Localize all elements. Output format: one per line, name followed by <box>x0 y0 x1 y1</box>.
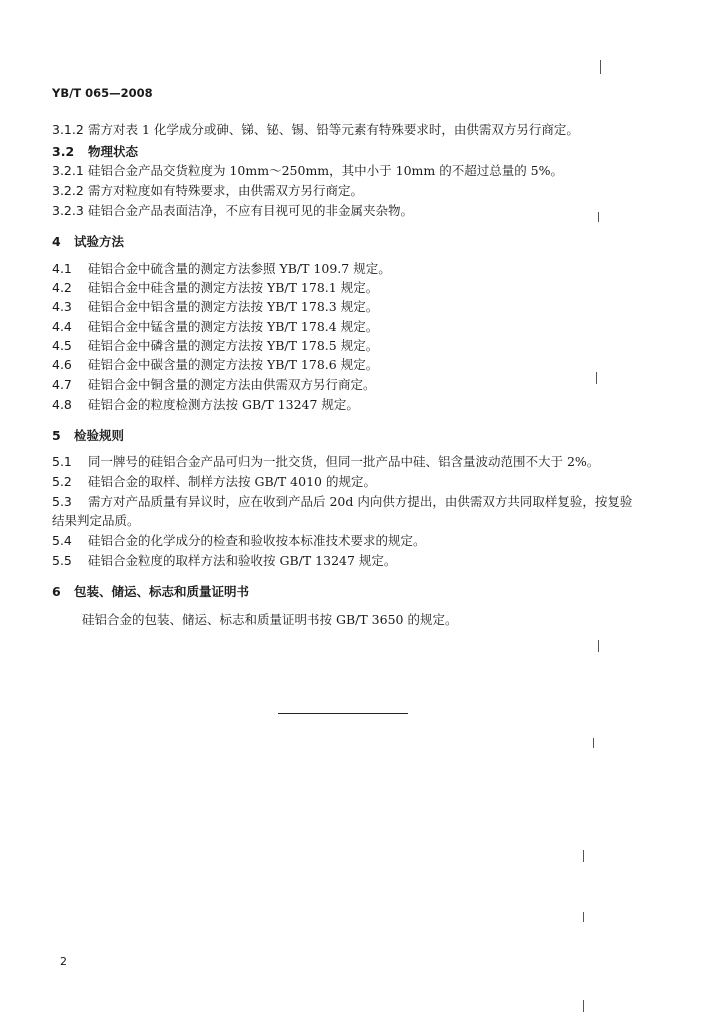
clause-text: 需方对粒度如有特殊要求，由供需双方另行商定。 <box>88 183 364 198</box>
clause-4-4 <box>52 317 378 335</box>
clause-5-4 <box>52 531 426 549</box>
clause-text: 硅铝合金的化学成分的检查和验收按本标准技术要求的规定。 <box>88 533 426 548</box>
section-6-heading <box>52 582 249 600</box>
scan-mark <box>598 640 599 652</box>
section-4-heading <box>52 232 124 250</box>
clause-number: 3.2.3 <box>52 203 84 218</box>
clause-4-1 <box>52 259 391 277</box>
clause-text: 需方对产品质量有异议时，应在收到产品后 20d 内向供方提出，由供需双方共同取样复验，按复验 <box>88 494 633 509</box>
clause-4-3 <box>52 297 378 315</box>
end-rule-divider <box>278 713 408 714</box>
clause-5-1 <box>52 452 599 470</box>
clause-text: 硅铝合金的取样、制样方法按 GB/T 4010 的规定。 <box>88 474 376 489</box>
clause-number: 5.1 <box>52 454 72 469</box>
clause-number: 5.3 <box>52 494 72 509</box>
clause-text: 硅铝合金中碳含量的测定方法按 YB/T 178.6 规定。 <box>88 357 379 372</box>
clause-text: 硅铝合金中硅含量的测定方法按 YB/T 178.1 规定。 <box>88 280 379 295</box>
clause-text: 硅铝合金粒度的取样方法和验收按 GB/T 13247 规定。 <box>88 553 397 568</box>
clause-text: 硅铝合金中铜含量的测定方法由供需双方另行商定。 <box>88 377 376 392</box>
section-5-heading <box>52 426 124 444</box>
clause-text: 硅铝合金产品交货粒度为 10mm～250mm，其中小于 10mm 的不超过总量的 5%。 <box>88 163 564 178</box>
clause-number: 5.4 <box>52 533 72 548</box>
scan-mark <box>596 372 597 384</box>
scan-mark <box>593 738 594 748</box>
clause-5-3 <box>52 492 632 510</box>
clause-number: 3.2 <box>52 144 75 159</box>
clause-text: 硅铝合金中磷含量的测定方法按 YB/T 178.5 规定。 <box>88 338 379 353</box>
scan-mark <box>583 912 584 922</box>
clause-number: 4.5 <box>52 338 72 353</box>
clause-text: 同一牌号的硅铝合金产品可归为一批交货，但同一批产品中硅、铝含量波动范围不大于 2%。 <box>88 454 600 469</box>
section-title: 包装、储运、标志和质量证明书 <box>74 584 250 599</box>
clause-text: 硅铝合金中铝含量的测定方法按 YB/T 178.3 规定。 <box>88 299 379 314</box>
section-title: 检验规则 <box>74 428 125 443</box>
clause-text: 需方对表 1 化学成分或砷、锑、铋、锡、铅等元素有特殊要求时，由供需双方另行商定。 <box>88 122 579 137</box>
clause-text: 硅铝合金的粒度检测方法按 GB/T 13247 规定。 <box>88 397 359 412</box>
clause-5-3-continuation: 结果判定品质。 <box>52 513 140 528</box>
scan-mark <box>600 60 601 74</box>
clause-text: 硅铝合金产品表面洁净，不应有目视可见的非金属夹杂物。 <box>88 203 414 218</box>
clause-number: 5.2 <box>52 474 72 489</box>
clause-number: 3.1.2 <box>52 122 84 137</box>
clause-number: 4.7 <box>52 377 72 392</box>
clause-4-8 <box>52 395 359 413</box>
page-number: 2 <box>60 955 67 968</box>
clause-4-2 <box>52 278 378 296</box>
clause-4-5 <box>52 336 378 354</box>
clause-text: 硅铝合金中锰含量的测定方法按 YB/T 178.4 规定。 <box>88 319 379 334</box>
clause-3-2-3 <box>52 201 413 219</box>
clause-4-7 <box>52 375 376 393</box>
document-code-header: YB/T 065—2008 <box>52 86 153 100</box>
clause-5-2 <box>52 472 376 490</box>
subsection-3-2-heading <box>52 142 138 160</box>
scan-mark <box>583 1000 584 1012</box>
clause-number: 4.8 <box>52 397 72 412</box>
clause-3-1-2 <box>52 120 579 138</box>
section-6-paragraph: 硅铝合金的包装、储运、标志和质量证明书按 GB/T 3650 的规定。 <box>82 612 458 627</box>
clause-number: 3.2.1 <box>52 163 84 178</box>
clause-number: 4.2 <box>52 280 72 295</box>
section-number: 4 <box>52 234 61 249</box>
section-title: 试验方法 <box>74 234 125 249</box>
subsection-title: 物理状态 <box>88 144 139 159</box>
scan-mark <box>583 850 584 862</box>
clause-4-6 <box>52 355 378 373</box>
clause-number: 4.4 <box>52 319 72 334</box>
clause-number: 4.3 <box>52 299 72 314</box>
clause-3-2-2 <box>52 181 363 199</box>
clause-number: 3.2.2 <box>52 183 84 198</box>
clause-5-5 <box>52 551 396 569</box>
section-number: 5 <box>52 428 61 443</box>
clause-number: 5.5 <box>52 553 72 568</box>
section-number: 6 <box>52 584 61 599</box>
clause-text: 硅铝合金中硫含量的测定方法参照 YB/T 109.7 规定。 <box>88 261 391 276</box>
clause-number: 4.1 <box>52 261 72 276</box>
clause-3-2-1 <box>52 161 563 179</box>
scan-mark <box>598 212 599 222</box>
clause-number: 4.6 <box>52 357 72 372</box>
